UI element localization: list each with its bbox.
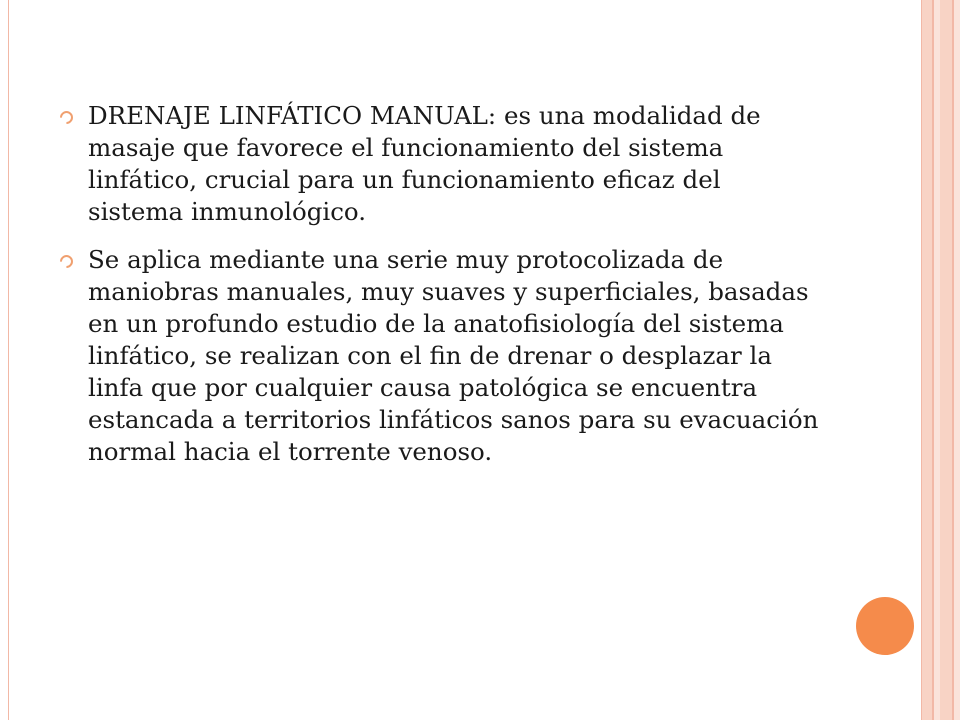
bullet-list xyxy=(60,100,820,484)
list-item xyxy=(60,100,820,228)
bullet-text: DRENAJE LINFÁTICO MANUAL: es una modalidad de masaje que favorece el funcionamiento del sistema linfático, crucial para un funcionamiento eficaz del sistema inmunológico. xyxy=(88,101,761,226)
list-item xyxy=(60,244,820,468)
decorative-stripe xyxy=(954,0,960,720)
bullet-text: Se aplica mediante una serie muy protocolizada de maniobras manuales, muy suaves y superficiales, basadas en un profundo estudio de la anatofisiología del sistema linfático, se realizan con el fin de drenar o desplazar la linfa que por cualquier causa patológica se encuentra estancada a territorios linfáticos sanos para su evacuación normal hacia el torrente venoso. xyxy=(88,245,819,466)
decorative-stripe xyxy=(940,0,952,720)
bullet-icon xyxy=(57,108,75,126)
decorative-stripe xyxy=(922,0,932,720)
decorative-circle-icon xyxy=(856,597,914,655)
bullet-icon xyxy=(57,252,75,270)
